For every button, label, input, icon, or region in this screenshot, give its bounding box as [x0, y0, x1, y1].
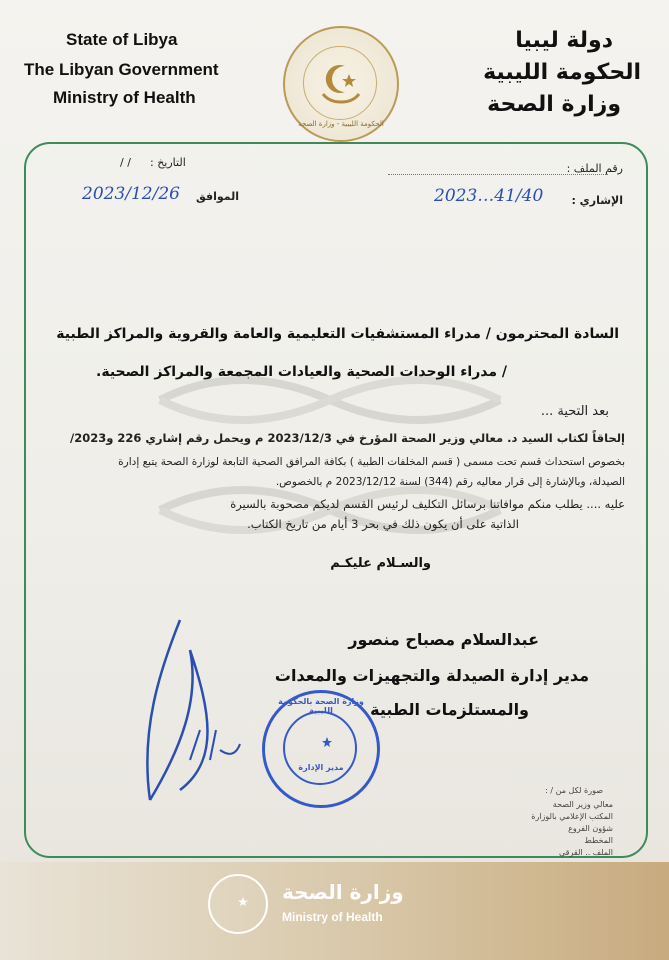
closing-salutation: والسـلام عليكـم — [330, 556, 431, 571]
emblem-caption: الحكومة الليبية - وزارة الصحة — [298, 120, 384, 128]
signatory-name: عبدالسلام مصباح منصور — [348, 630, 539, 649]
crescent-hands-icon — [315, 56, 367, 108]
greeting: بعد التحية ... — [540, 404, 609, 419]
body-line-2: بخصوص استحداث قسم تحت مسمى ( قسم المخلفات الطبية ) بكافة المرافق الصحية التابعة لوزارة الصحة يتبع إدارة — [118, 456, 625, 468]
header-arabic-line-2: الحكومة الليبية — [483, 60, 641, 85]
ministry-emblem-icon — [283, 26, 399, 142]
corresponding-date-handwritten: 2023/12/26 — [82, 184, 180, 204]
signatory-title-line-1: مدير إدارة الصيدلة والتجهيزات والمعدات — [274, 666, 589, 685]
date-label: التاريخ : — [150, 156, 186, 169]
date-value: / / — [120, 156, 131, 169]
footer-logo-icon — [208, 874, 268, 934]
stamp-crescent-icon — [303, 725, 339, 761]
body-line-3: الصيدلة، وبالإشارة إلى قرار معاليه رقم (344) لسنة 2023/12/12 م بالخصوص. — [275, 476, 625, 488]
reference-label: الإشاري : — [571, 194, 623, 207]
header-english-line-3: Ministry of Health — [53, 88, 196, 107]
body-line-5: الذاتية على أن يكون ذلك في بحر 3 أيام من تاريخ الكتاب. — [247, 517, 519, 531]
official-stamp — [262, 690, 380, 808]
copies-item-2: المكتب الإعلامي بالوزارة — [531, 812, 613, 821]
body-line-1: إلحاقاً لكتاب السيد د. معالي وزير الصحة المؤرخ في 2023/12/3 م ويحمل رقم إشاري 226 و2023/ — [69, 431, 625, 445]
file-number-line — [388, 174, 608, 175]
footer-crescent-icon — [222, 886, 254, 918]
copies-item-4: المخطط — [584, 836, 613, 845]
reference-handwritten: 2023…41/40 — [434, 186, 544, 206]
copies-item-1: معالي وزير الصحة — [552, 800, 613, 809]
header-arabic-line-3: وزارة الصحة — [487, 92, 621, 117]
footer-arabic-name: وزارة الصحة — [282, 880, 404, 904]
corresponding-label: الموافق — [196, 190, 240, 203]
header-english-line-2: The Libyan Government — [24, 60, 219, 79]
copies-item-5: الملف .. القرقي — [559, 848, 613, 857]
signatory-title-line-2: والمستلزمات الطبية — [370, 700, 529, 719]
file-number-label: رقم الملف : — [566, 162, 623, 175]
header-english-line-1: State of Libya — [66, 30, 178, 49]
stamp-outer-text: وزارة الصحة بالحكومة الليبية — [278, 697, 364, 715]
copies-item-3: شؤون الفروع — [568, 824, 613, 833]
copies-heading: صورة لكل من / : — [545, 786, 603, 795]
body-line-4: عليه .... يطلب منكم موافاتنا برسائل التكليف لرئيس القسم لديكم مصحوبة بالسيرة — [230, 497, 625, 511]
stamp-inner-text: مدير الإدارة — [298, 763, 344, 772]
footer-english-name: Ministry of Health — [282, 910, 383, 924]
addressees-line-1: السادة المحترمون / مدراء المستشفيات التعليمية والعامة والقروية والمراكز الطبية — [56, 326, 619, 342]
addressees-line-2: / مدراء الوحدات الصحية والعيادات المجمعة والمراكز الصحية. — [96, 364, 507, 380]
header-arabic-line-1: دولة ليبيا — [515, 28, 613, 53]
